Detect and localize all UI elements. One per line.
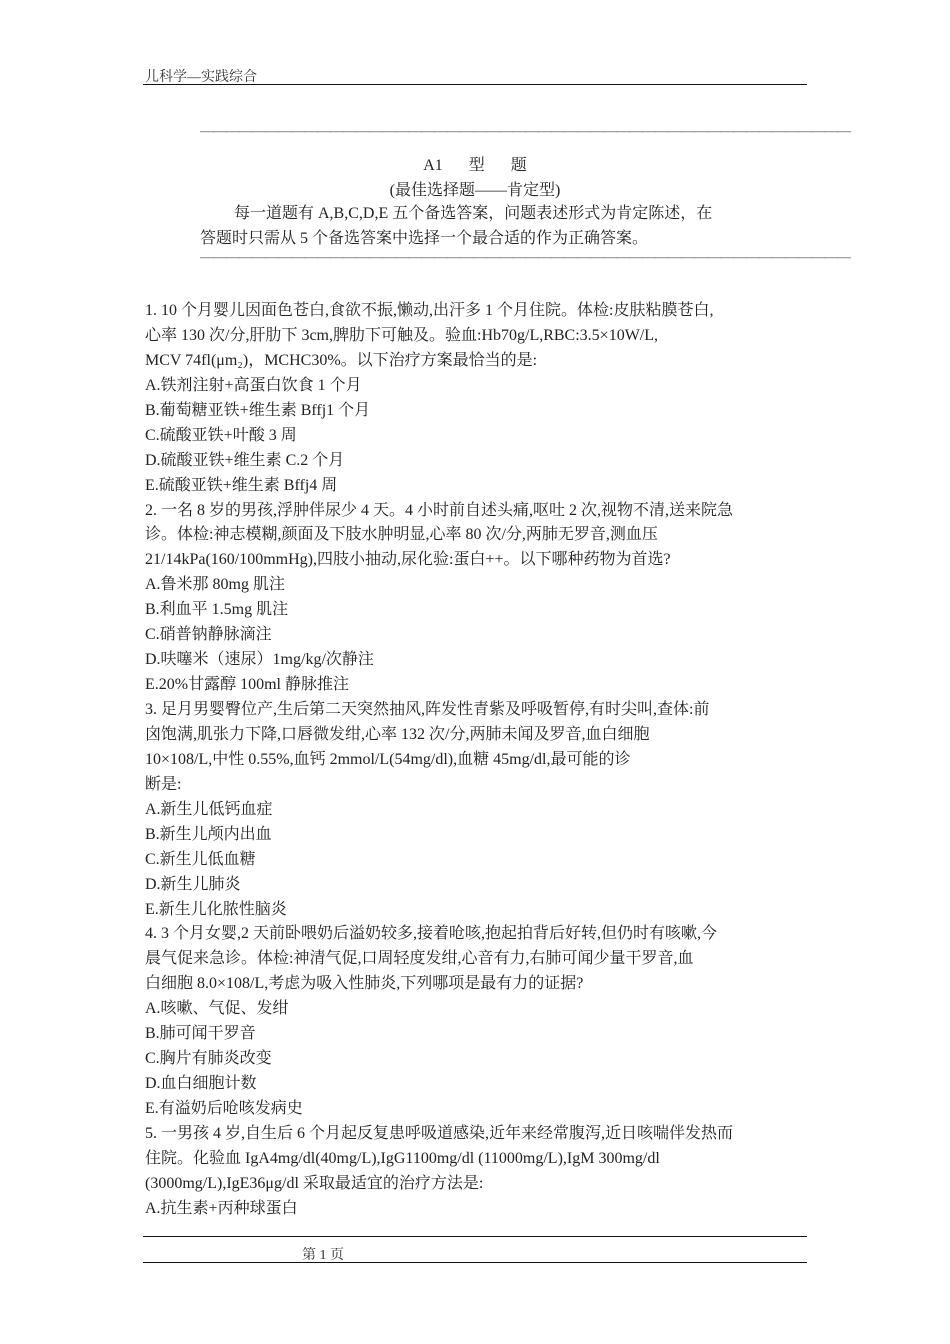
questions-body (145, 299, 770, 1222)
text-line: A.铁剂注射+高蛋白饮食 1 个月 (145, 376, 362, 394)
footer-rule-bottom (143, 1262, 807, 1263)
text-line: B.利血平 1.5mg 肌注 (145, 601, 289, 619)
text-line: A.抗生素+丙种球蛋白 (145, 1199, 298, 1217)
text-line: C.胸片有肺炎改变 (145, 1050, 272, 1068)
text-line: 白细胞 8.0×108/L,考虑为吸入性肺炎,下列哪项是最有力的证据? (145, 975, 584, 993)
text-line: D.新生儿肺炎 (145, 875, 241, 893)
text-line: 心率 130 次/分,肝肋下 3cm,脾肋下可触及。验血:Hb70g/L,RBC:3.5×10W/L, (145, 326, 659, 344)
footer-rule-top (143, 1236, 807, 1237)
text-line: C.新生儿低血糖 (145, 850, 256, 868)
section-subtitle: (最佳选择题——肯定型) (389, 182, 561, 199)
text-line: B.新生儿颅内出血 (145, 825, 272, 843)
text-line: 诊。体检:神志模糊,颜面及下肢水肿明显,心率 80 次/分,两肺无罗音,测血压 (145, 526, 658, 544)
text-line: 21/14kPa(160/100mmHg),四肢小抽动,尿化验:蛋白++。以下哪种药物为首选? (145, 551, 671, 569)
instructions-line-1: 每一道题有 A,B,C,D,E 五个备选答案，问题表述形式为肯定陈述，在 (234, 205, 713, 222)
text-line: MCV 74fl(μm₂)，MCHC30%。以下治疗方案最恰当的是: (145, 351, 538, 369)
page-number: 第 1 页 (302, 1248, 344, 1263)
text-line: E.硫酸亚铁+维生素 Bffj4 周 (145, 476, 338, 494)
text-line: (3000mg/L),IgE36μg/dl 采取最适宜的治疗方法是: (145, 1174, 484, 1192)
text-line: 3. 足月男婴臀位产,生后第二天突然抽风,阵发性青紫及呼吸暂停,有时尖叫,查体:前 (145, 701, 710, 718)
text-line: B.葡萄糖亚铁+维生素 Bffj1 个月 (145, 401, 371, 419)
text-line: E.20%甘露醇 100ml 静脉推注 (145, 676, 349, 694)
section-divider-bottom: —————————————————————————————————————————————————— (200, 250, 850, 265)
text-line: 10×108/L,中性 0.55%,血钙 2mmol/L(54mg/dl),血糖 45mg/dl,最可能的诊 (145, 750, 631, 768)
instructions-line-2: 答题时只需从 5 个备选答案中选择一个最合适的作为正确答案。 (200, 230, 649, 247)
text-line: E.有溢奶后呛咳发病史 (145, 1100, 303, 1117)
text-line: 1. 10 个月婴儿因面色苍白,食欲不振,懒动,出汗多 1 个月住院。体检:皮肤粘膜苍白, (145, 302, 714, 319)
text-line: D.呋噻米（速尿）1mg/kg/次静注 (145, 651, 374, 669)
text-line: C.硝普钠静脉滴注 (145, 626, 272, 644)
text-line: E.新生儿化脓性脑炎 (145, 900, 287, 918)
section-divider-top: —————————————————————————————————————————————————— (200, 124, 850, 139)
text-line: 5. 一男孩 4 岁,自生后 6 个月起反复患呼吸道感染,近年来经常腹泻,近日咳喘伴发热而 (145, 1124, 734, 1142)
text-line: D.硫酸亚铁+维生素 C.2 个月 (145, 451, 345, 469)
header-rule (143, 84, 807, 85)
text-line: B.肺可闻干罗音 (145, 1025, 256, 1043)
text-line: C.硫酸亚铁+叶酸 3 周 (145, 426, 297, 444)
text-line: 晨气促来急诊。体检:神清气促,口周轻度发绀,心音有力,右肺可闻少量干罗音,血 (145, 950, 694, 968)
running-header: 儿科学—实践综合 (145, 70, 257, 85)
text-line: 断是: (145, 775, 182, 793)
text-line: 2. 一名 8 岁的男孩,浮肿伴尿少 4 天。4 小时前自述头痛,呕吐 2 次,视物不清,送来院急 (145, 501, 734, 519)
text-line: A.咳嗽、气促、发绀 (145, 1000, 289, 1018)
text-line: 囟饱满,肌张力下降,口唇微发绀,心率 132 次/分,两肺未闻及罗音,血白细胞 (145, 725, 650, 743)
text-line: A.新生儿低钙血症 (145, 800, 273, 818)
text-line: 住院。化验血 IgA4mg/dl(40mg/L),IgG1100mg/dl (11000mg/L),IgM 300mg/dl (145, 1149, 660, 1167)
section-instructions (200, 201, 760, 251)
text-line: 4. 3 个月女婴,2 天前卧喂奶后溢奶较多,接着呛咳,抱起拍背后好转,但仍时有咳嗽,今 (145, 925, 718, 943)
text-line: A.鲁米那 80mg 肌注 (145, 576, 286, 594)
section-title: A1 型 题 (423, 157, 527, 174)
text-line: D.血白细胞计数 (145, 1075, 257, 1093)
